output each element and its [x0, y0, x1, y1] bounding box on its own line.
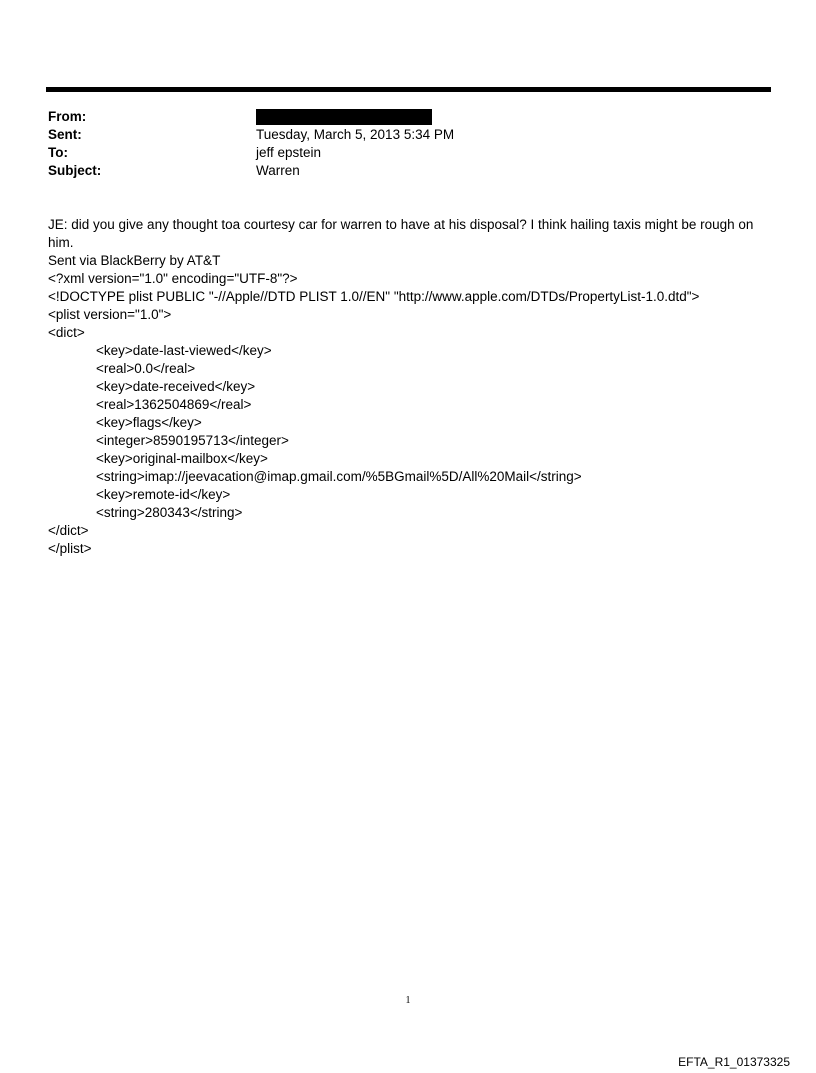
dict-line: <key>original-mailbox</key> [96, 451, 268, 466]
email-header [48, 108, 748, 180]
dict-line: <key>date-last-viewed</key> [96, 343, 272, 358]
dict-open-tag: <dict> [48, 325, 85, 340]
dict-line: <string>280343</string> [96, 505, 243, 520]
plist-close-tag: </plist> [48, 541, 92, 556]
header-rule [46, 87, 771, 92]
dict-line: <key>remote-id</key> [96, 487, 231, 502]
xml-declaration: <?xml version="1.0" encoding="UTF-8"?> [48, 271, 298, 286]
email-body [48, 216, 760, 558]
sent-label: Sent: [48, 127, 82, 142]
redaction-block [256, 109, 432, 125]
dict-line: <real>1362504869</real> [96, 397, 252, 412]
document-id: EFTA_R1_01373325 [678, 1055, 790, 1069]
to-label: To: [48, 145, 68, 160]
dict-line: <string>imap://jeevacation@imap.gmail.com/%5BGmail%5D/All%20Mail</string> [96, 469, 582, 484]
doctype-line: <!DOCTYPE plist PUBLIC "-//Apple//DTD PLIST 1.0//EN" "http://www.apple.com/DTDs/PropertyList-1.0.dtd"> [48, 289, 700, 304]
subject-row [48, 162, 748, 180]
subject-label: Subject: [48, 163, 102, 178]
message-text: JE: did you give any thought toa courtesy car for warren to have at his disposal? I think hailing taxis might be rough on him. [48, 217, 754, 250]
dict-line: <integer>8590195713</integer> [96, 433, 289, 448]
sent-row [48, 126, 748, 144]
signature-text: Sent via BlackBerry by AT&T [48, 253, 221, 268]
plist-open-tag: <plist version="1.0"> [48, 307, 172, 322]
dict-line: <key>flags</key> [96, 415, 202, 430]
to-row [48, 144, 748, 162]
dict-line: <real>0.0</real> [96, 361, 196, 376]
subject-value: Warren [256, 163, 300, 178]
dict-line: <key>date-received</key> [96, 379, 256, 394]
from-label: From: [48, 109, 87, 124]
from-row [48, 108, 748, 126]
to-value: jeff epstein [256, 145, 322, 160]
page-number: 1 [405, 995, 411, 1006]
dict-close-tag: </dict> [48, 523, 89, 538]
from-value [256, 108, 748, 126]
sent-value: Tuesday, March 5, 2013 5:34 PM [256, 127, 455, 142]
